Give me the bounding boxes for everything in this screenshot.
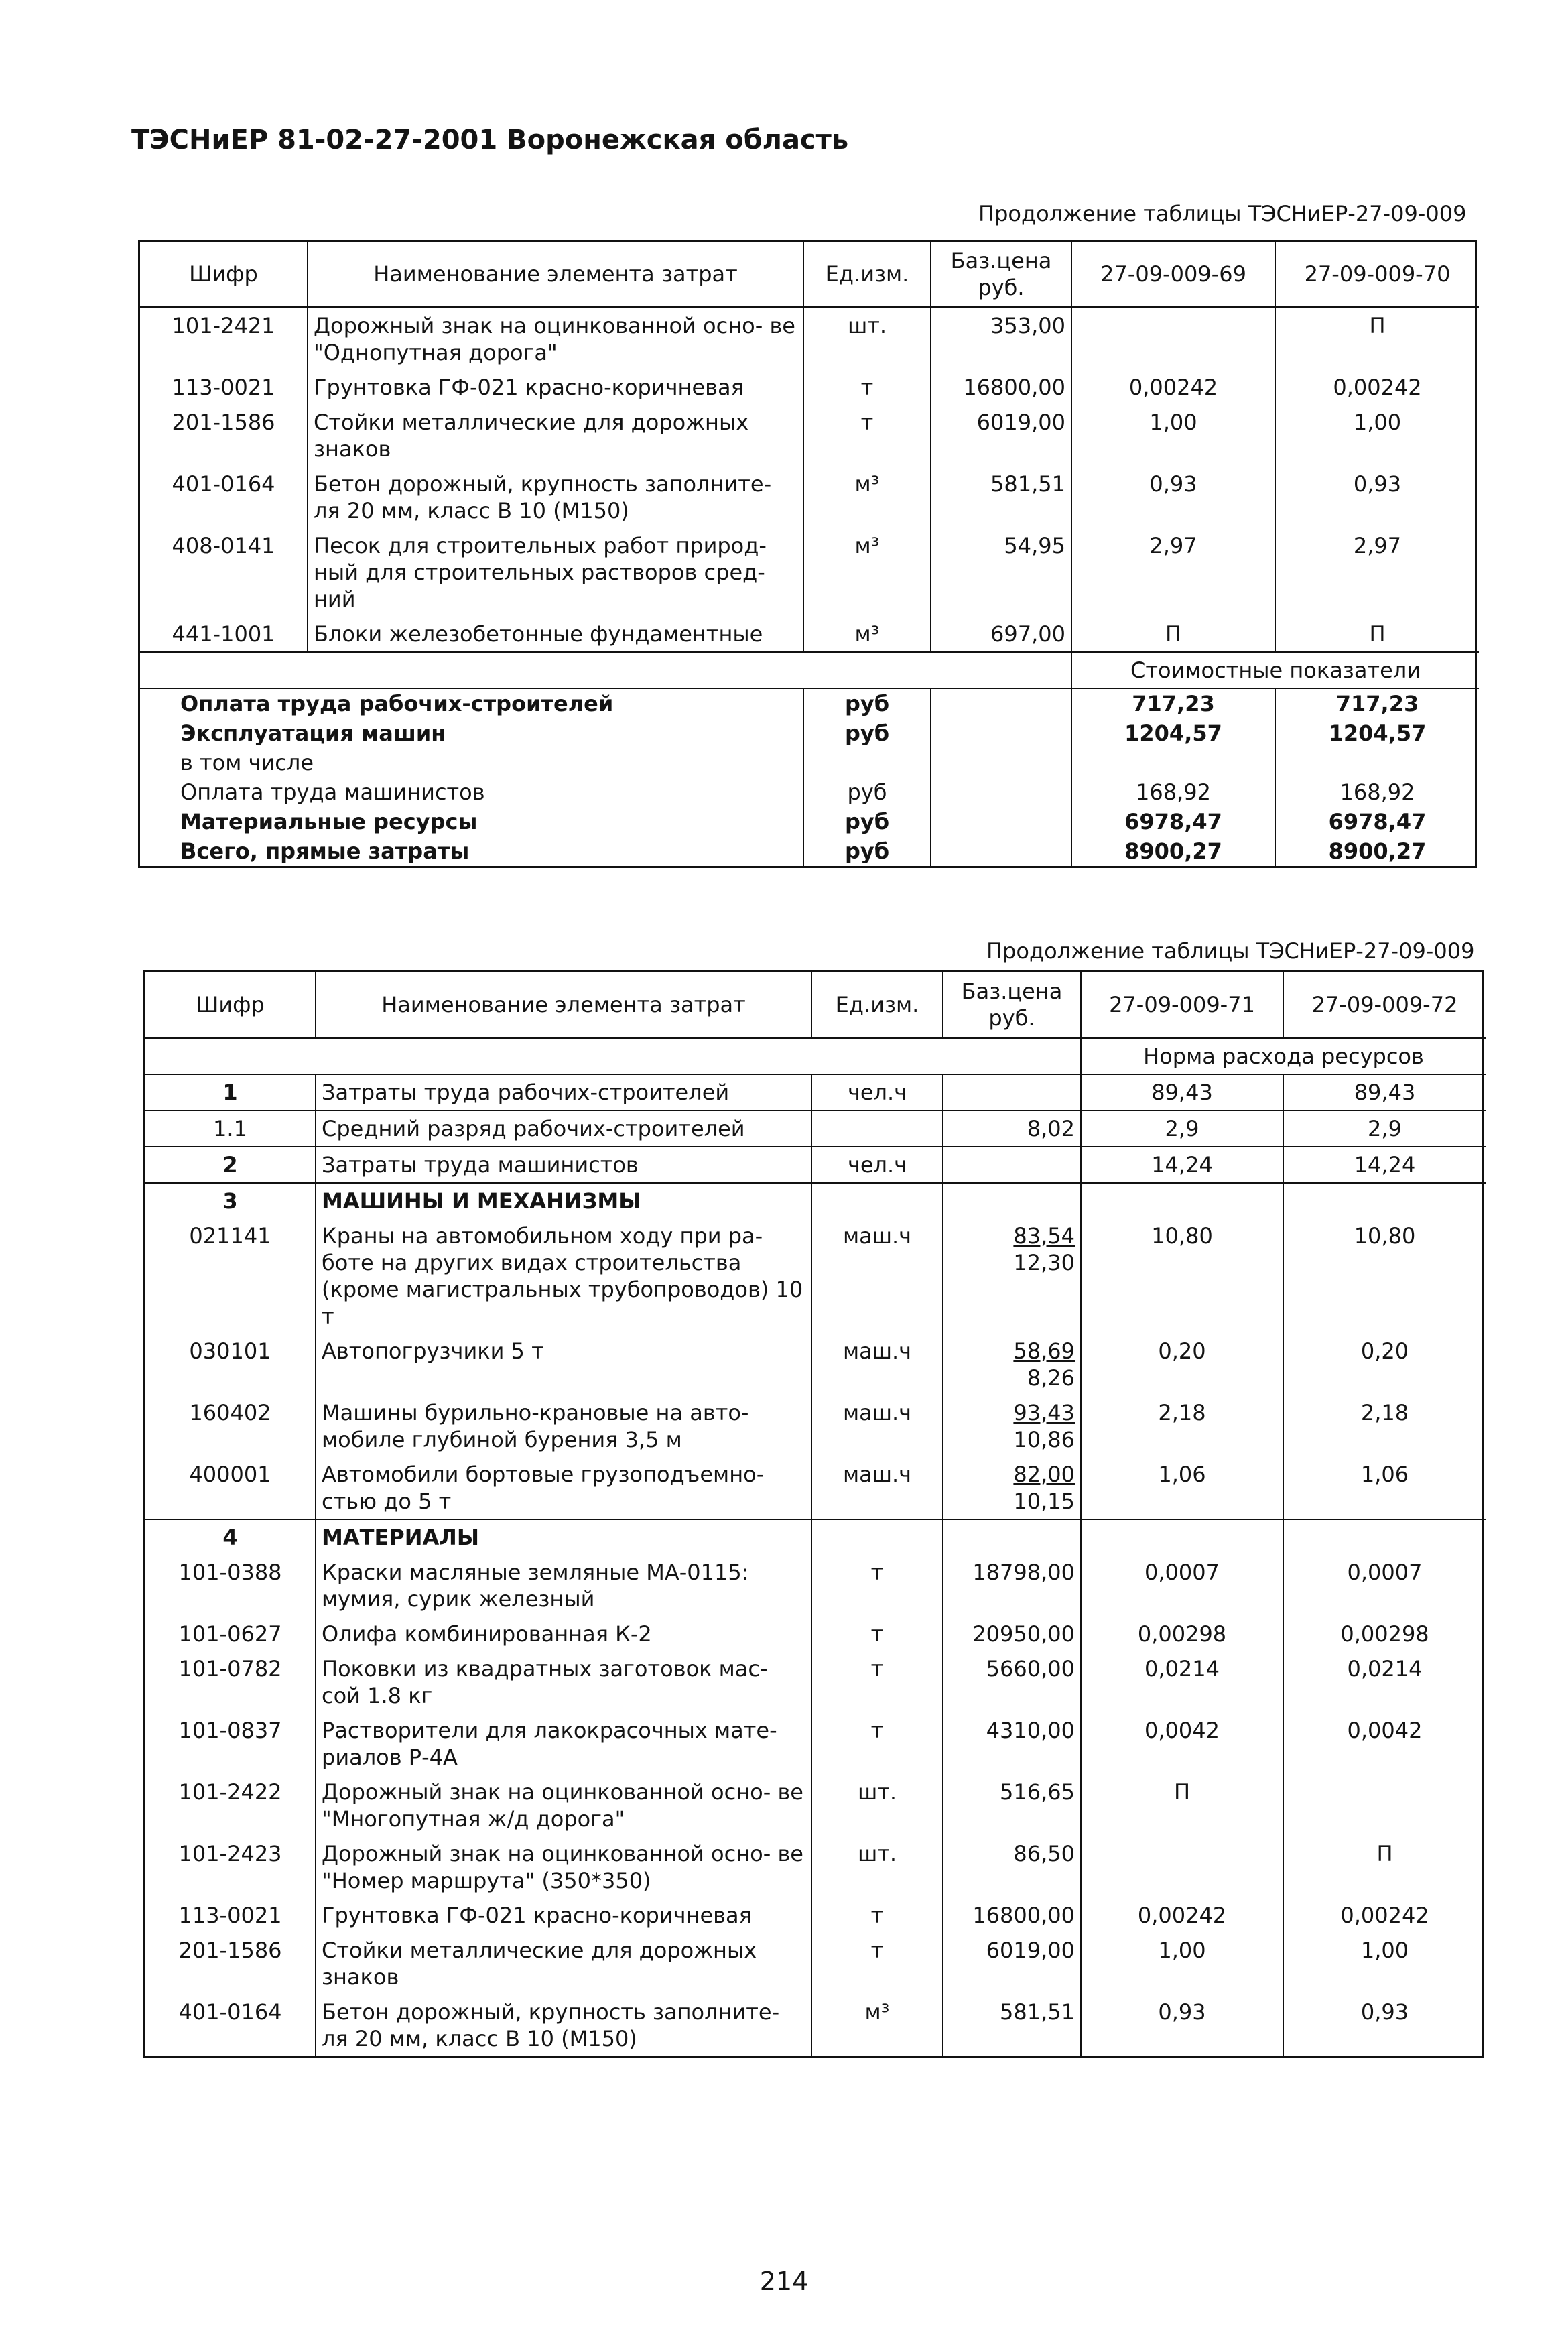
cell-code: 401-0164 [178, 1999, 282, 2025]
cell-unit: м³ [803, 466, 931, 528]
summary-value-70 [1275, 748, 1479, 777]
cell-unit: т [811, 1651, 943, 1713]
operator-wage-price: 10,86 [1013, 1427, 1075, 1452]
cell-name: Блоки железобетонные фундаментные [308, 617, 803, 652]
table-row [145, 1651, 1486, 1713]
cell-value-71: 1,06 [1081, 1457, 1283, 1519]
cell-value-71: 10,80 [1081, 1218, 1283, 1334]
cell-unit: чел.ч [811, 1147, 943, 1183]
cell-unit: т [811, 1933, 943, 1995]
cell-value-71: 0,0042 [1081, 1713, 1283, 1775]
cell-name: МАТЕРИАЛЫ [316, 1519, 811, 1555]
table-row [140, 617, 1479, 652]
cell-unit: т [811, 1898, 943, 1933]
cell-value-71: 2,9 [1081, 1111, 1283, 1147]
cell-code: 401-0164 [172, 471, 275, 497]
cell-price [943, 1218, 1081, 1334]
page-number: 214 [759, 2267, 809, 2296]
cell-value-71: 0,0007 [1081, 1555, 1283, 1617]
cell-value-71: 0,00298 [1081, 1617, 1283, 1651]
summary-value-69: 8900,27 [1071, 836, 1275, 866]
cell-name: Машины бурильно-крановые на авто- мобиле глубиной бурения 3,5 м [316, 1395, 811, 1457]
cell-value-70: П [1275, 308, 1479, 371]
summary-empty [931, 836, 1071, 866]
document-title: ТЭСНиЕР 81-02-27-2001 Воронежская область [131, 125, 849, 155]
cell-price: 86,50 [943, 1836, 1081, 1898]
cell-value-71: 2,18 [1081, 1395, 1283, 1457]
cell-value-72 [1283, 1775, 1486, 1836]
cell-code: 101-2422 [178, 1779, 282, 1805]
cell-value-72: 2,18 [1283, 1395, 1486, 1457]
cell-value-70: П [1275, 617, 1479, 652]
summary-label: Всего, прямые затраты [180, 838, 470, 864]
cell-code: 1 [145, 1074, 316, 1111]
cell-value-69: 0,00242 [1071, 370, 1275, 405]
cell-unit: т [811, 1555, 943, 1617]
cell-name: Стойки металлические для дорожных знаков [308, 405, 803, 466]
cell-unit [811, 1183, 943, 1218]
cell-code: 030101 [189, 1338, 271, 1364]
header-price: Баз.цена руб. [943, 972, 1081, 1038]
summary-empty [931, 777, 1071, 807]
cell-unit: т [803, 370, 931, 405]
summary-unit: руб [803, 777, 931, 807]
summary-empty [931, 748, 1071, 777]
cell-code: 101-0782 [178, 1656, 282, 1682]
cell-price: 5660,00 [943, 1651, 1081, 1713]
summary-unit: руб [803, 807, 931, 836]
cell-value-71 [1081, 1183, 1283, 1218]
cell-value-72: 89,43 [1283, 1074, 1486, 1111]
cell-value-72: 0,0042 [1283, 1713, 1486, 1775]
cell-value-72: 0,0007 [1283, 1555, 1486, 1617]
cell-value-69 [1071, 308, 1275, 371]
cell-unit: шт. [803, 308, 931, 371]
cell-name: Затраты труда машинистов [316, 1147, 811, 1183]
table-row [145, 1519, 1486, 1555]
summary-unit: руб [803, 718, 931, 748]
cell-name: Дорожный знак на оцинкованной осно- ве "Многопутная ж/д дорога" [316, 1775, 811, 1836]
cell-price [943, 1457, 1081, 1519]
table-row [140, 308, 1479, 371]
cell-name: Стойки металлические для дорожных знаков [316, 1933, 811, 1995]
summary-value-70: 1204,57 [1275, 718, 1479, 748]
cell-value-72 [1283, 1519, 1486, 1555]
cell-value-70: 1,00 [1275, 405, 1479, 466]
summary-label: Эксплуатация машин [180, 720, 446, 746]
cell-value-71: 0,20 [1081, 1334, 1283, 1395]
cell-value-72: 0,0214 [1283, 1651, 1486, 1713]
table1-continuation-caption: Продолжение таблицы ТЭСНиЕР-27-09-009 [978, 201, 1467, 227]
cell-price: 54,95 [931, 528, 1071, 617]
cell-price: 516,65 [943, 1775, 1081, 1836]
cell-name: Грунтовка ГФ-021 красно-коричневая [308, 370, 803, 405]
table-row [145, 1995, 1486, 2056]
cell-code: 201-1586 [172, 409, 275, 435]
summary-label: Оплата труда машинистов [180, 779, 485, 805]
cell-price [943, 1183, 1081, 1218]
cell-value-71: 1,00 [1081, 1933, 1283, 1995]
cell-value-71: П [1081, 1775, 1283, 1836]
cell-value-70: 0,93 [1275, 466, 1479, 528]
cell-value-70: 2,97 [1275, 528, 1479, 617]
cell-name: Дорожный знак на оцинкованной осно- ве "Номер маршрута" (350*350) [316, 1836, 811, 1898]
cell-price: 6019,00 [931, 405, 1071, 466]
cell-price [943, 1334, 1081, 1395]
cell-unit: шт. [811, 1836, 943, 1898]
cell-name: Дорожный знак на оцинкованной осно- ве "Однопутная дорога" [308, 308, 803, 371]
summary-value-69 [1071, 748, 1275, 777]
cell-price [943, 1395, 1081, 1457]
cell-code: 201-1586 [178, 1938, 282, 1963]
table-row [145, 1395, 1486, 1457]
cell-name: МАШИНЫ И МЕХАНИЗМЫ [316, 1183, 811, 1218]
summary-row [140, 807, 1479, 836]
summary-row [140, 836, 1479, 866]
table-row [145, 1836, 1486, 1898]
summary-row [140, 718, 1479, 748]
table2-header-row [145, 972, 1486, 1038]
table-row [145, 1933, 1486, 1995]
machine-price-underlined: 93,43 [1013, 1400, 1075, 1426]
header-col-69: 27-09-009-69 [1071, 242, 1275, 308]
cell-unit: маш.ч [811, 1457, 943, 1519]
operator-wage-price: 12,30 [1013, 1250, 1075, 1275]
cell-value-72: 14,24 [1283, 1147, 1486, 1183]
summary-label: Оплата труда рабочих-строителей [180, 691, 614, 716]
cell-value-71: 0,0214 [1081, 1651, 1283, 1713]
cell-unit: маш.ч [811, 1395, 943, 1457]
header-code: Шифр [140, 242, 308, 308]
table-row [140, 528, 1479, 617]
cell-value-71 [1081, 1519, 1283, 1555]
cell-name: Средний разряд рабочих-строителей [316, 1111, 811, 1147]
table-row [145, 1617, 1486, 1651]
cell-unit: т [811, 1713, 943, 1775]
cell-value-72: 10,80 [1283, 1218, 1486, 1334]
summary-value-70: 717,23 [1275, 688, 1479, 718]
cell-name: Автомобили бортовые грузоподъемно- стью до 5 т [316, 1457, 811, 1519]
cell-name: Бетон дорожный, крупность заполните- ля 20 мм, класс В 10 (М150) [316, 1995, 811, 2056]
table-row [145, 1074, 1486, 1111]
cell-value-69: 1,00 [1071, 405, 1275, 466]
cell-name: Краски масляные земляные МА-0115: мумия, сурик железный [316, 1555, 811, 1617]
summary-unit: руб [803, 836, 931, 866]
cell-name: Затраты труда рабочих-строителей [316, 1074, 811, 1111]
cell-value-72: 1,00 [1283, 1933, 1486, 1995]
header-unit: Ед.изм. [803, 242, 931, 308]
summary-value-70: 8900,27 [1275, 836, 1479, 866]
cell-name: Песок для строительных работ природ- ный для строительных растворов сред- ний [308, 528, 803, 617]
cell-price: 20950,00 [943, 1617, 1081, 1651]
cell-unit: м³ [811, 1995, 943, 2056]
cell-value-72: 0,20 [1283, 1334, 1486, 1395]
summary-unit [803, 748, 931, 777]
table-row [145, 1457, 1486, 1519]
cell-name: Растворители для лакокрасочных мате- риалов Р-4А [316, 1713, 811, 1775]
cell-code: 101-0627 [178, 1621, 282, 1647]
cell-value-71: 0,00242 [1081, 1898, 1283, 1933]
cell-price: 4310,00 [943, 1713, 1081, 1775]
table-row [145, 1555, 1486, 1617]
table-row [145, 1183, 1486, 1218]
cell-name: Бетон дорожный, крупность заполните- ля 20 мм, класс В 10 (М150) [308, 466, 803, 528]
cell-value-70: 0,00242 [1275, 370, 1479, 405]
cell-price: 697,00 [931, 617, 1071, 652]
cell-value-72: 2,9 [1283, 1111, 1486, 1147]
table-row [140, 370, 1479, 405]
cell-unit [811, 1519, 943, 1555]
cell-code: 408-0141 [172, 533, 275, 558]
table-row [145, 1218, 1486, 1334]
cell-price [943, 1519, 1081, 1555]
cell-price: 353,00 [931, 308, 1071, 371]
cell-unit [811, 1111, 943, 1147]
cell-name: Олифа комбинированная К-2 [316, 1617, 811, 1651]
summary-row [140, 777, 1479, 807]
cell-price [943, 1074, 1081, 1111]
cell-value-72: П [1283, 1836, 1486, 1898]
summary-row [140, 688, 1479, 718]
cell-unit: т [811, 1617, 943, 1651]
cell-value-72: 1,06 [1283, 1457, 1486, 1519]
table-row [140, 405, 1479, 466]
cell-price: 581,51 [931, 466, 1071, 528]
cell-value-71: 0,93 [1081, 1995, 1283, 2056]
operator-wage-price: 10,15 [1013, 1489, 1075, 1514]
cell-code: 1.1 [145, 1111, 316, 1147]
cell-value-71: 89,43 [1081, 1074, 1283, 1111]
cell-price: 581,51 [943, 1995, 1081, 2056]
cell-name: Грунтовка ГФ-021 красно-коричневая [316, 1898, 811, 1933]
cell-value-69: 0,93 [1071, 466, 1275, 528]
summary-empty [931, 807, 1071, 836]
cell-value-71: 14,24 [1081, 1147, 1283, 1183]
table-row [145, 1898, 1486, 1933]
cell-value-69: 2,97 [1071, 528, 1275, 617]
cell-code: 4 [145, 1519, 316, 1555]
header-code: Шифр [145, 972, 316, 1038]
cell-code: 3 [145, 1183, 316, 1218]
summary-value-69: 168,92 [1071, 777, 1275, 807]
summary-value-70: 168,92 [1275, 777, 1479, 807]
cell-unit: чел.ч [811, 1074, 943, 1111]
cell-unit: маш.ч [811, 1334, 943, 1395]
table2-band-row [145, 1038, 1486, 1075]
cell-value-72: 0,00298 [1283, 1617, 1486, 1651]
table-row [145, 1111, 1486, 1147]
cell-code: 101-2423 [178, 1841, 282, 1867]
cell-code: 101-0837 [178, 1718, 282, 1743]
cell-name: Краны на автомобильном ходу при ра- боте на других видах строительства (кроме магистральных трубопроводов) 10 т [316, 1218, 811, 1334]
table1-header-row [140, 242, 1479, 308]
cell-value-71 [1081, 1836, 1283, 1898]
cell-value-72: 0,00242 [1283, 1898, 1486, 1933]
cell-name: Автопогрузчики 5 т [316, 1334, 811, 1395]
band-label-cost-indicators: Стоимостные показатели [1071, 652, 1479, 688]
summary-row [140, 748, 1479, 777]
cell-price: 8,02 [943, 1111, 1081, 1147]
table-row [145, 1713, 1486, 1775]
summary-label: Материальные ресурсы [180, 809, 478, 834]
machine-price-underlined: 83,54 [1013, 1223, 1075, 1249]
summary-empty [931, 718, 1071, 748]
summary-value-69: 717,23 [1071, 688, 1275, 718]
summary-empty [931, 688, 1071, 718]
header-col-72: 27-09-009-72 [1283, 972, 1486, 1038]
cell-unit: м³ [803, 617, 931, 652]
summary-value-69: 6978,47 [1071, 807, 1275, 836]
cell-unit: маш.ч [811, 1218, 943, 1334]
cell-value-72: 0,93 [1283, 1995, 1486, 2056]
table-row [145, 1775, 1486, 1836]
cell-name: Поковки из квадратных заготовок мас- сой 1.8 кг [316, 1651, 811, 1713]
header-col-70: 27-09-009-70 [1275, 242, 1479, 308]
cell-price [943, 1147, 1081, 1183]
cell-value-72 [1283, 1183, 1486, 1218]
cell-code: 160402 [189, 1400, 271, 1426]
table2-continuation-caption: Продолжение таблицы ТЭСНиЕР-27-09-009 [986, 938, 1475, 964]
cell-code: 101-2421 [172, 313, 275, 338]
cell-price: 16800,00 [943, 1898, 1081, 1933]
cell-unit: м³ [803, 528, 931, 617]
table-row [145, 1147, 1486, 1183]
cell-code: 021141 [189, 1223, 271, 1249]
cell-code: 113-0021 [178, 1903, 282, 1928]
summary-label: в том числе [180, 750, 314, 775]
header-unit: Ед.изм. [811, 972, 943, 1038]
cell-price: 18798,00 [943, 1555, 1081, 1617]
header-col-71: 27-09-009-71 [1081, 972, 1283, 1038]
cell-code: 441-1001 [172, 621, 275, 647]
band-label-resource-norm: Норма расхода ресурсов [1081, 1038, 1486, 1075]
cell-code: 2 [145, 1147, 316, 1183]
cell-price: 6019,00 [943, 1933, 1081, 1995]
cell-unit: т [803, 405, 931, 466]
table-row [140, 466, 1479, 528]
summary-value-69: 1204,57 [1071, 718, 1275, 748]
machine-price-underlined: 58,69 [1013, 1338, 1075, 1364]
summary-unit: руб [803, 688, 931, 718]
cell-code: 113-0021 [172, 375, 275, 400]
table1 [138, 240, 1477, 868]
header-name: Наименование элемента затрат [308, 242, 803, 308]
cell-unit: шт. [811, 1775, 943, 1836]
summary-value-70: 6978,47 [1275, 807, 1479, 836]
table-row [145, 1334, 1486, 1395]
table2 [143, 970, 1484, 2058]
cell-price: 16800,00 [931, 370, 1071, 405]
cell-value-69: П [1071, 617, 1275, 652]
cell-code: 400001 [189, 1462, 271, 1487]
cell-code: 101-0388 [178, 1560, 282, 1585]
header-name: Наименование элемента затрат [316, 972, 811, 1038]
machine-price-underlined: 82,00 [1013, 1462, 1075, 1487]
operator-wage-price: 8,26 [1027, 1365, 1075, 1391]
header-price: Баз.цена руб. [931, 242, 1071, 308]
table1-band-row [140, 652, 1479, 688]
